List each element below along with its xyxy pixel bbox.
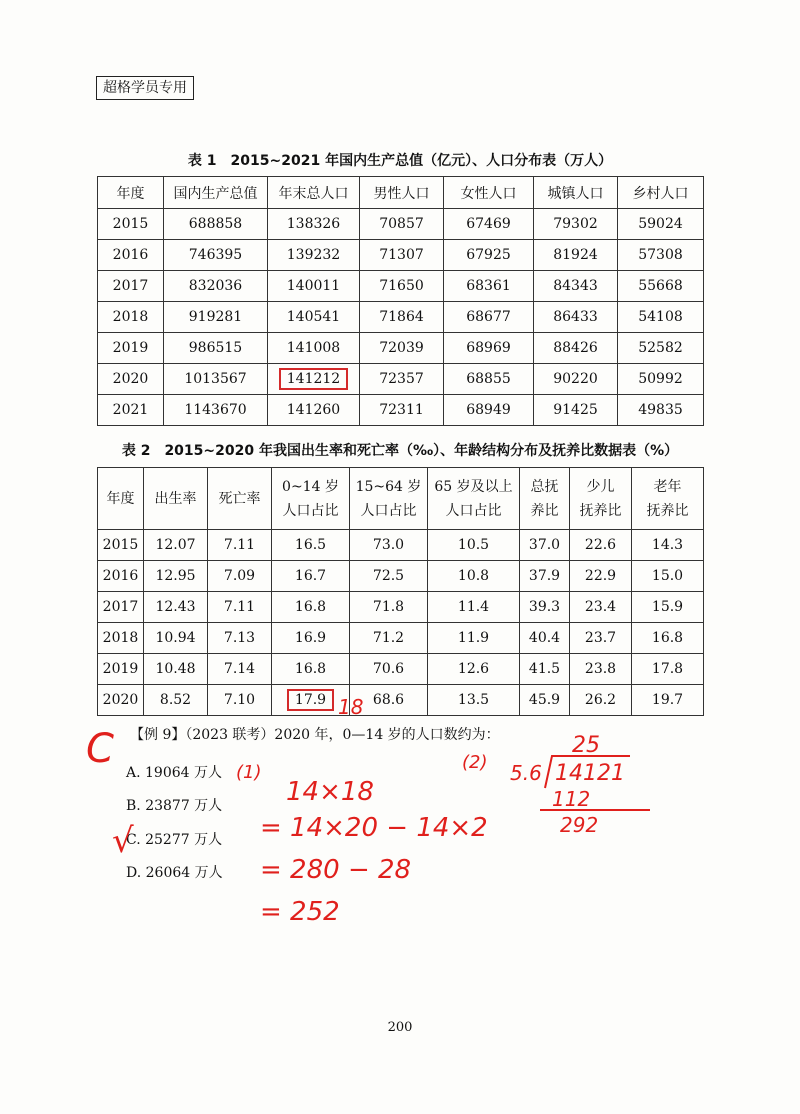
table-cell: 67925 [444, 240, 534, 271]
table-cell: 16.7 [272, 561, 350, 592]
table-cell: 37.0 [520, 530, 570, 561]
table-cell: 22.9 [570, 561, 632, 592]
table-cell: 1013567 [164, 364, 268, 395]
table-cell: 70.6 [350, 654, 428, 685]
table-cell: 72.5 [350, 561, 428, 592]
table-cell: 12.43 [144, 592, 208, 623]
table-cell: 10.5 [428, 530, 520, 561]
table-cell: 50992 [618, 364, 704, 395]
table-cell: 90220 [534, 364, 618, 395]
column-header: 少儿 抚养比 [570, 468, 632, 530]
table-cell: 59024 [618, 209, 704, 240]
table-cell: 832036 [164, 271, 268, 302]
calc-line-4: = 252 [260, 897, 340, 927]
table-cell: 2016 [98, 240, 164, 271]
division-partial: 112 [552, 787, 591, 811]
table-cell: 2020 [98, 685, 144, 716]
table-cell: 57308 [618, 240, 704, 271]
table-row [98, 364, 704, 395]
table-cell: 22.6 [570, 530, 632, 561]
table-cell: 23.8 [570, 654, 632, 685]
column-header: 女性人口 [444, 177, 534, 209]
table-row [98, 302, 704, 333]
table-row [98, 209, 704, 240]
birth-death-age-table [97, 467, 704, 716]
table-cell: 37.9 [520, 561, 570, 592]
table-cell: 2018 [98, 623, 144, 654]
table-cell: 16.9 [272, 623, 350, 654]
table-cell: 919281 [164, 302, 268, 333]
table-cell: 70857 [360, 209, 444, 240]
table-cell: 45.9 [520, 685, 570, 716]
column-header: 出生率 [144, 468, 208, 530]
table-cell: 68.6 [350, 685, 428, 716]
table-cell: 16.8 [632, 623, 704, 654]
table-cell: 1143670 [164, 395, 268, 426]
table-cell: 91425 [534, 395, 618, 426]
table-cell: 2017 [98, 592, 144, 623]
table-cell: 72357 [360, 364, 444, 395]
table-cell: 41.5 [520, 654, 570, 685]
table-cell: 54108 [618, 302, 704, 333]
table-cell: 12.6 [428, 654, 520, 685]
table-cell: 2015 [98, 209, 164, 240]
table-cell: 141008 [268, 333, 360, 364]
table-header-row [98, 177, 704, 209]
table-cell: 81924 [534, 240, 618, 271]
table-cell: 16.8 [272, 654, 350, 685]
column-header: 城镇人口 [534, 177, 618, 209]
table-row [98, 623, 704, 654]
table-cell: 7.11 [208, 592, 272, 623]
column-header: 死亡率 [208, 468, 272, 530]
table-row [98, 333, 704, 364]
table-cell: 68949 [444, 395, 534, 426]
table-cell: 73.0 [350, 530, 428, 561]
table-row [98, 685, 704, 716]
member-badge: 超格学员专用 [96, 76, 194, 100]
table-cell: 68361 [444, 271, 534, 302]
table-cell: 138326 [268, 209, 360, 240]
table-cell: 79302 [534, 209, 618, 240]
table-cell: 68969 [444, 333, 534, 364]
table-cell: 7.09 [208, 561, 272, 592]
table-cell: 17.8 [632, 654, 704, 685]
option-c: C. 25277 万人 [126, 832, 223, 848]
option-b: B. 23877 万人 [126, 798, 223, 814]
table-cell [268, 364, 360, 395]
table-cell: 71307 [360, 240, 444, 271]
division-divisor: 5.6 [510, 761, 542, 785]
step1-label: (1) [236, 762, 262, 783]
division-bracket [545, 756, 630, 788]
table-cell: 2018 [98, 302, 164, 333]
table-cell: 68855 [444, 364, 534, 395]
table-cell: 88426 [534, 333, 618, 364]
table-cell: 49835 [618, 395, 704, 426]
table-cell: 139232 [268, 240, 360, 271]
table-cell: 2016 [98, 561, 144, 592]
table-cell: 2021 [98, 395, 164, 426]
table-cell: 55668 [618, 271, 704, 302]
table-cell: 7.11 [208, 530, 272, 561]
calc-line-2: = 14×20 − 14×2 [260, 813, 488, 843]
table-cell: 746395 [164, 240, 268, 271]
table-cell: 72311 [360, 395, 444, 426]
column-header: 年末总人口 [268, 177, 360, 209]
highlighted-total-population-2020: 141212 [279, 368, 348, 390]
highlighted-child-ratio-2020: 17.9 [287, 689, 334, 711]
division-dividend: 14121 [555, 761, 625, 786]
column-header: 15~64 岁 人口占比 [350, 468, 428, 530]
table-cell: 140011 [268, 271, 360, 302]
table-row [98, 592, 704, 623]
table-cell: 71.2 [350, 623, 428, 654]
table-cell: 8.52 [144, 685, 208, 716]
table-cell: 19.7 [632, 685, 704, 716]
table-cell: 71864 [360, 302, 444, 333]
table-cell: 11.9 [428, 623, 520, 654]
table-row [98, 395, 704, 426]
table-row [98, 240, 704, 271]
table-header-row [98, 468, 704, 530]
table-cell: 16.8 [272, 592, 350, 623]
column-header: 年度 [98, 468, 144, 530]
table-cell: 14.3 [632, 530, 704, 561]
table-cell: 72039 [360, 333, 444, 364]
table-cell: 23.4 [570, 592, 632, 623]
column-header: 总抚 养比 [520, 468, 570, 530]
column-header: 乡村人口 [618, 177, 704, 209]
table-cell: 13.5 [428, 685, 520, 716]
division-quotient: 25 [572, 733, 600, 758]
table-cell: 26.2 [570, 685, 632, 716]
table-cell: 141260 [268, 395, 360, 426]
table-cell: 10.94 [144, 623, 208, 654]
gdp-population-table [97, 176, 704, 426]
table-cell: 140541 [268, 302, 360, 333]
table-cell: 67469 [444, 209, 534, 240]
check-mark-icon: √ [112, 821, 134, 861]
option-a: A. 19064 万人 [126, 765, 222, 781]
table-cell: 2019 [98, 333, 164, 364]
column-header: 老年 抚养比 [632, 468, 704, 530]
table-cell: 7.13 [208, 623, 272, 654]
option-d: D. 26064 万人 [126, 865, 223, 881]
table-cell: 2020 [98, 364, 164, 395]
table-cell: 10.8 [428, 561, 520, 592]
page-number: 200 [387, 1020, 413, 1035]
table-cell: 15.0 [632, 561, 704, 592]
table-cell: 71.8 [350, 592, 428, 623]
table-cell: 68677 [444, 302, 534, 333]
column-header: 0~14 岁 人口占比 [272, 468, 350, 530]
table-row [98, 561, 704, 592]
table-row [98, 530, 704, 561]
table1-caption: 表 1 2015~2021 年国内生产总值（亿元）、人口分布表（万人） [187, 153, 613, 169]
table-cell: 7.10 [208, 685, 272, 716]
calc-line-3: = 280 − 28 [260, 855, 412, 885]
table-cell: 39.3 [520, 592, 570, 623]
division-remainder: 292 [560, 813, 599, 837]
table-cell: 40.4 [520, 623, 570, 654]
column-header: 男性人口 [360, 177, 444, 209]
table-cell: 15.9 [632, 592, 704, 623]
column-header: 65 岁及以上 人口占比 [428, 468, 520, 530]
table-cell: 16.5 [272, 530, 350, 561]
table-cell: 12.07 [144, 530, 208, 561]
table2-caption: 表 2 2015~2020 年我国出生率和死亡率（‰）、年龄结构分布及抚养比数据表（%） [121, 443, 679, 459]
table-cell: 986515 [164, 333, 268, 364]
table-cell: 52582 [618, 333, 704, 364]
table-cell: 86433 [534, 302, 618, 333]
table-cell: 10.48 [144, 654, 208, 685]
table-cell: 23.7 [570, 623, 632, 654]
answer-mark: C [86, 726, 114, 772]
table-cell: 7.14 [208, 654, 272, 685]
table-cell: 2017 [98, 271, 164, 302]
table-row [98, 654, 704, 685]
column-header: 国内生产总值 [164, 177, 268, 209]
table-row [98, 271, 704, 302]
table-cell: 12.95 [144, 561, 208, 592]
table-cell: 2015 [98, 530, 144, 561]
table-cell: 11.4 [428, 592, 520, 623]
table-cell [272, 685, 350, 716]
table-cell: 71650 [360, 271, 444, 302]
table-cell: 688858 [164, 209, 268, 240]
table-cell: 2019 [98, 654, 144, 685]
calc-line-1: 14×18 [286, 777, 374, 807]
question-stem: 【例 9】（2023 联考）2020 年，0—14 岁的人口数约为： [130, 727, 500, 743]
step2-label: (2) [462, 752, 488, 773]
column-header: 年度 [98, 177, 164, 209]
table-cell: 84343 [534, 271, 618, 302]
rounded-ratio-note: 18 [338, 695, 364, 719]
